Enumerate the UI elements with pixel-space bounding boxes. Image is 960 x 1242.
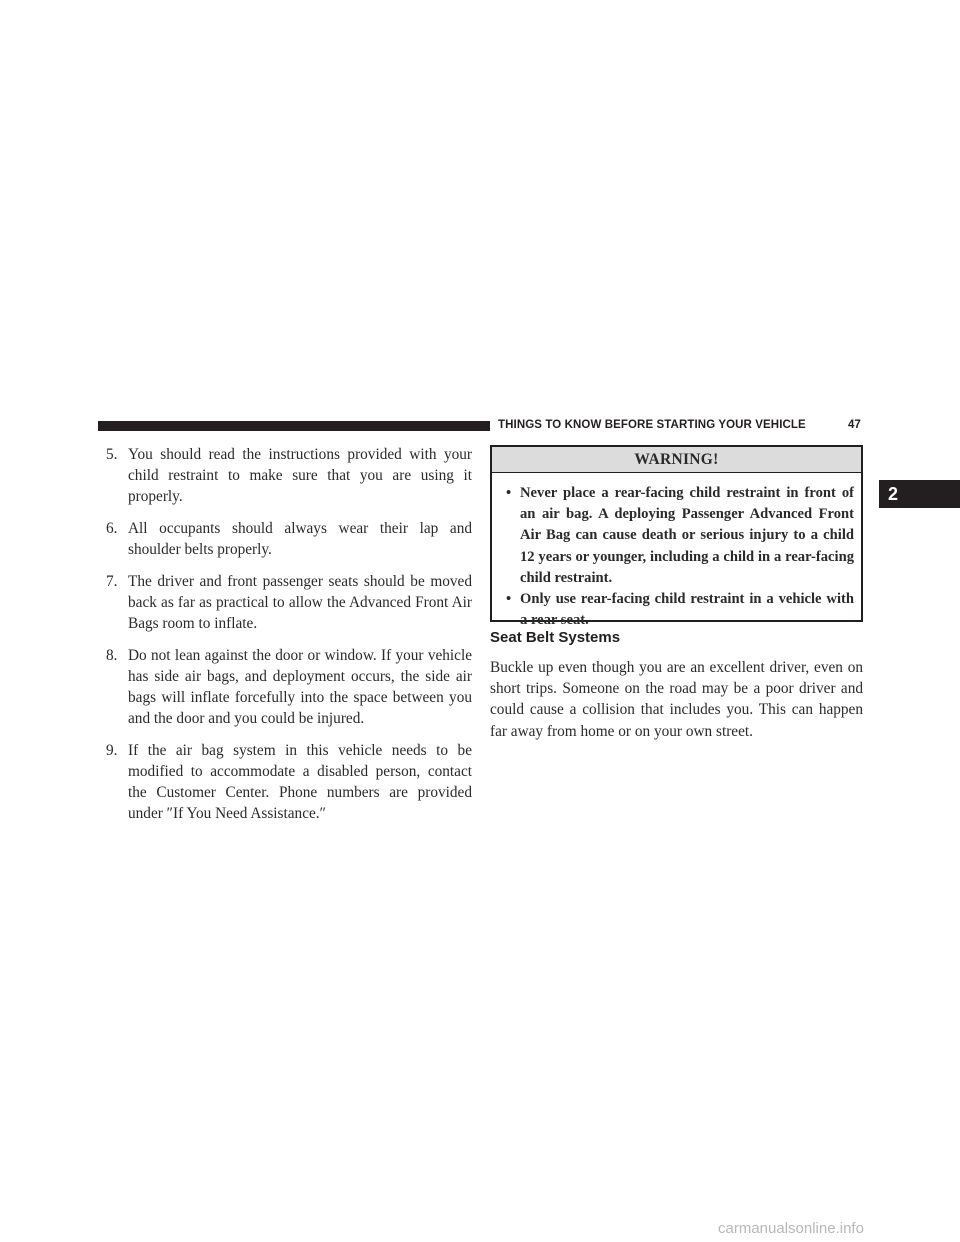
warning-item <box>504 589 854 631</box>
section-heading: Seat Belt Systems <box>490 629 621 646</box>
list-item-number: 8. <box>106 647 118 664</box>
list-item-number: 7. <box>106 573 118 590</box>
header-rule <box>98 421 490 431</box>
warning-body <box>492 473 861 631</box>
watermark-text: carmanualsonline.info <box>718 1220 864 1237</box>
list-item <box>98 571 472 634</box>
list-item-number: 6. <box>106 520 118 537</box>
warning-title: WARNING! <box>492 447 861 473</box>
bullet-icon: • <box>506 591 512 608</box>
warning-item <box>504 483 854 589</box>
list-item-number: 5. <box>106 446 118 463</box>
instruction-list <box>98 444 472 835</box>
list-item <box>98 444 472 507</box>
warning-item-text: Never place a rear-facing child restraint in front of an air bag. A deploying Passenger Advanced Front Air Bag can cause death or serious injury to a child 12 years or younger, including a child in a rear-facing child restraint. <box>520 485 854 586</box>
chapter-tab: 2 <box>879 480 960 508</box>
warning-box <box>490 445 863 629</box>
list-item <box>98 740 472 824</box>
list-item-text: All occupants should always wear their lap and shoulder belts properly. <box>128 520 472 558</box>
list-item <box>98 518 472 560</box>
warning-item-text: Only use rear-facing child restraint in a vehicle with a rear seat. <box>520 591 854 629</box>
page-number: 47 <box>848 419 861 431</box>
list-item-text: If the air bag system in this vehicle needs to be modified to accommodate a disabled person, contact the Customer Center. Phone numbers are provided under ″If You Need Assistance.″ <box>128 742 472 822</box>
list-item-number: 9. <box>106 742 118 759</box>
list-item-text: Do not lean against the door or window. If your vehicle has side air bags, and deployment occurs, the side air bags will inflate forcefully into the space between you and the door and you could be injured. <box>128 647 472 727</box>
list-item-text: The driver and front passenger seats should be moved back as far as practical to allow the Advanced Front Air Bags room to inflate. <box>128 573 472 632</box>
list-item-text: You should read the instructions provided with your child restraint to make sure that you are using it properly. <box>128 446 472 505</box>
bullet-icon: • <box>506 485 512 501</box>
running-header-title: THINGS TO KNOW BEFORE STARTING YOUR VEHICLE <box>498 419 806 431</box>
list-item <box>98 645 472 729</box>
section-body: Buckle up even though you are an excellent driver, even on short trips. Someone on the road may be a poor driver and could cause a collision that includes you. This can happen far away from home or on your own street. <box>490 659 863 740</box>
